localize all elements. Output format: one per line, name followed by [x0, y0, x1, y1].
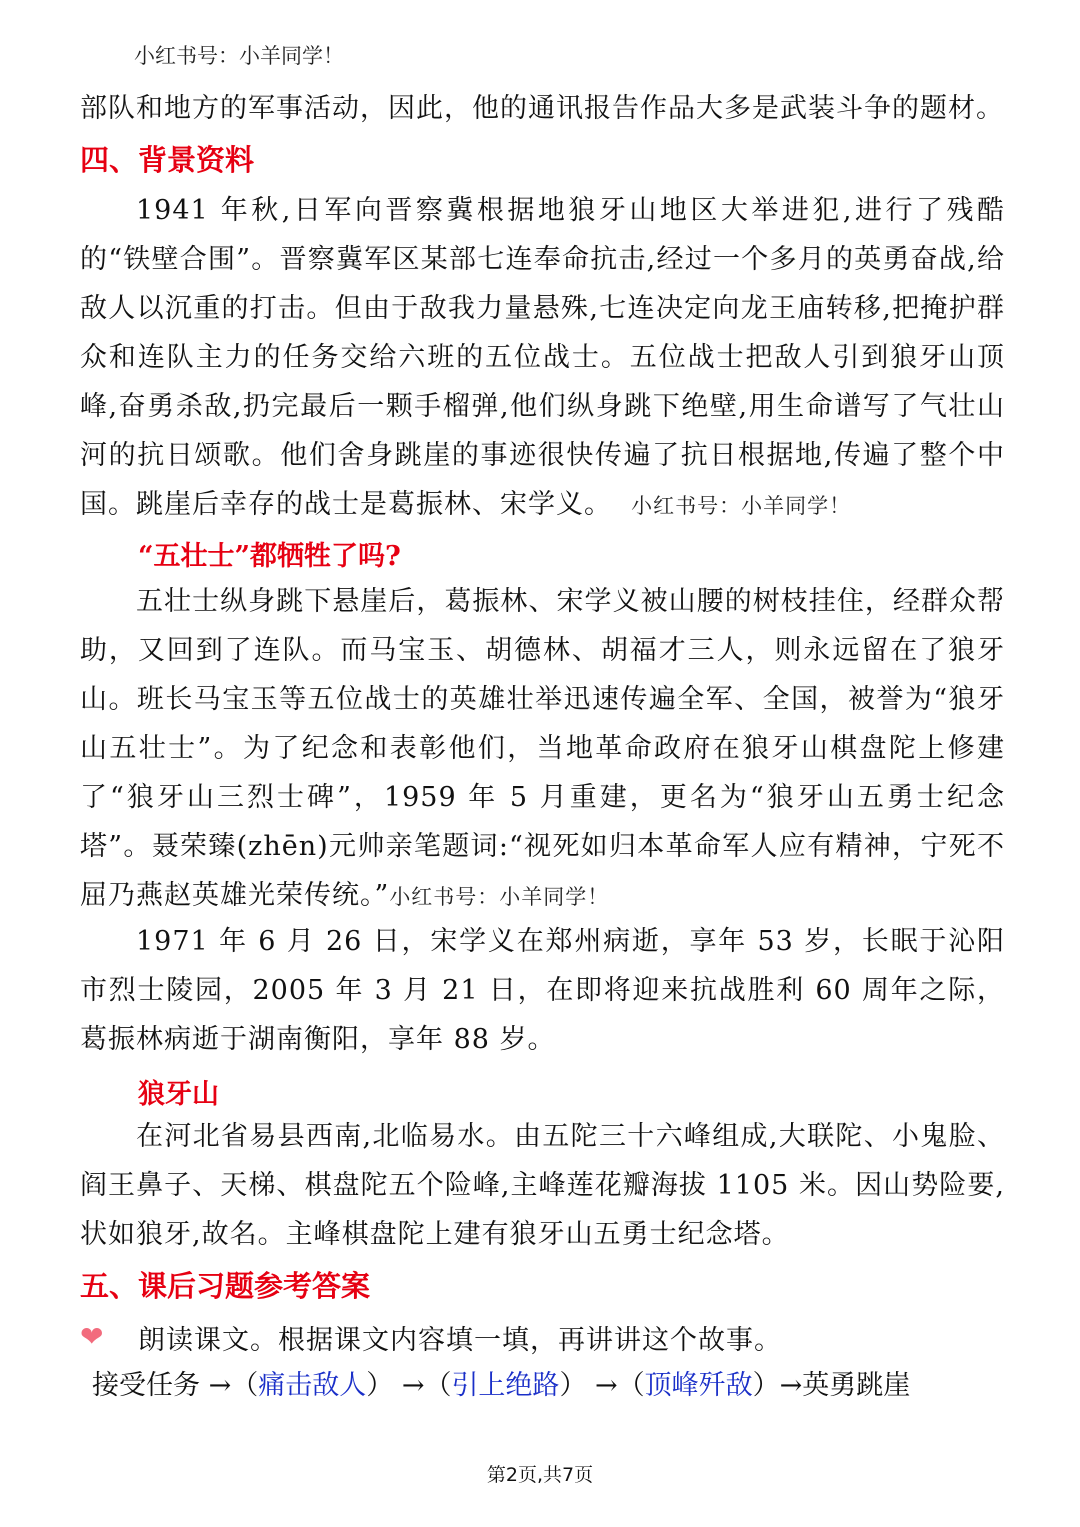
section5-title: 五、课后习题参考答案 — [80, 1269, 371, 1303]
section4-paragraph1 — [80, 186, 1005, 531]
chain-close-1: ） — [366, 1370, 394, 1401]
section4-paragraph2 — [80, 577, 1005, 922]
chain-arrow-1: → — [208, 1370, 232, 1401]
chain-close-3: ） — [752, 1370, 780, 1401]
section4-paragraph3: 1971 年 6 月 26 日，宋学义在郑州病逝，享年 53 岁，长眠于沁阳市烈士陵园，2005 年 3 月 21 日，在即将迎来抗战胜利 60 周年之际，葛振林病逝于湖南衡阳，享年 88 岁。 — [80, 926, 1005, 1055]
page-footer: 第2页,共7页 — [486, 1464, 594, 1486]
chain-close-2: ） — [559, 1370, 587, 1401]
chain-arrow-3: → — [595, 1370, 618, 1401]
chain-open-1: （ — [231, 1370, 259, 1401]
section4-title: 四、背景资料 — [80, 143, 255, 177]
answer-blank-3: 顶峰歼敌 — [644, 1370, 753, 1401]
answer-blank-1: 痛击敌人 — [258, 1370, 367, 1401]
chain-start: 接受任务 — [92, 1370, 200, 1401]
section4-subtitle1: “五壮士”都牺牲了吗? — [138, 541, 401, 572]
section4-paragraph4: 在河北省易县西南,北临易水。由五陀三十六峰组成,大联陀、小鬼脸、阎王鼻子、天梯、棋盘陀五个险峰,主峰莲花瓣海拔 1105 米。因山势险要,状如狼牙,故名。主峰棋盘陀上建有狼牙山五勇士纪念塔。 — [80, 1121, 1005, 1250]
answer-blank-2: 引上绝路 — [451, 1370, 560, 1401]
heart-icon: ❤ — [80, 1320, 104, 1353]
answer-chain — [92, 1363, 910, 1402]
watermark-inline-1: 小红书号：小羊同学！ — [631, 494, 852, 518]
paragraph2-text: 五壮士纵身跳下悬崖后，葛振林、宋学义被山腰的树枝挂住，经群众帮助，又回到了连队。而马宝玉、胡德林、胡福才三人，则永远留在了狼牙山。班长马宝玉等五位战士的英雄壮举迅速传遍全军、全国，被誉为“狼牙山五壮士”。为了纪念和表彰他们，当地革命政府在狼牙山棋盘陀上修建了“狼牙山三烈士碑”，1959 年 5 月重建，更名为“狼牙山五勇士纪念塔”。聂荣臻(zhēn)元帅亲笔题词:“视死如归本革命军人应有精神，宁死不屈乃燕赵英雄光荣传统。” — [80, 586, 1005, 911]
section4-subtitle2: 狼牙山 — [138, 1079, 219, 1110]
watermark-top: 小红书号：小羊同学！ — [134, 44, 344, 68]
watermark-inline-2: 小红书号：小羊同学！ — [389, 885, 610, 909]
exercise-question: 朗读课文。根据课文内容填一填，再讲讲这个故事。 — [138, 1325, 782, 1356]
chain-arrow-2: → — [401, 1370, 425, 1401]
intro-line: 部队和地方的军事活动，因此，他的通讯报告作品大多是武装斗争的题材。 — [80, 93, 1004, 124]
chain-end: →英勇跳崖 — [779, 1370, 911, 1401]
chain-open-3: （ — [617, 1370, 645, 1401]
paragraph1-text: 1941 年秋,日军向晋察冀根据地狼牙山地区大举进犯,进行了残酷的“铁壁合围”。晋察冀军区某部七连奉命抗击,经过一个多月的英勇奋战,给敌人以沉重的打击。但由于敌我力量悬殊,七连决定向龙王庙转移,把掩护群众和连队主力的任务交给六班的五位战士。五位战士把敌人引到狼牙山顶峰,奋勇杀敌,扔完最后一颗手榴弹,他们纵身跳下绝壁,用生命谱写了气壮山河的抗日颂歌。他们舍身跳崖的事迹很快传遍了抗日根据地,传遍了整个中国。跳崖后幸存的战士是葛振林、宋学义。 — [80, 195, 1005, 520]
chain-open-2: （ — [424, 1370, 452, 1401]
